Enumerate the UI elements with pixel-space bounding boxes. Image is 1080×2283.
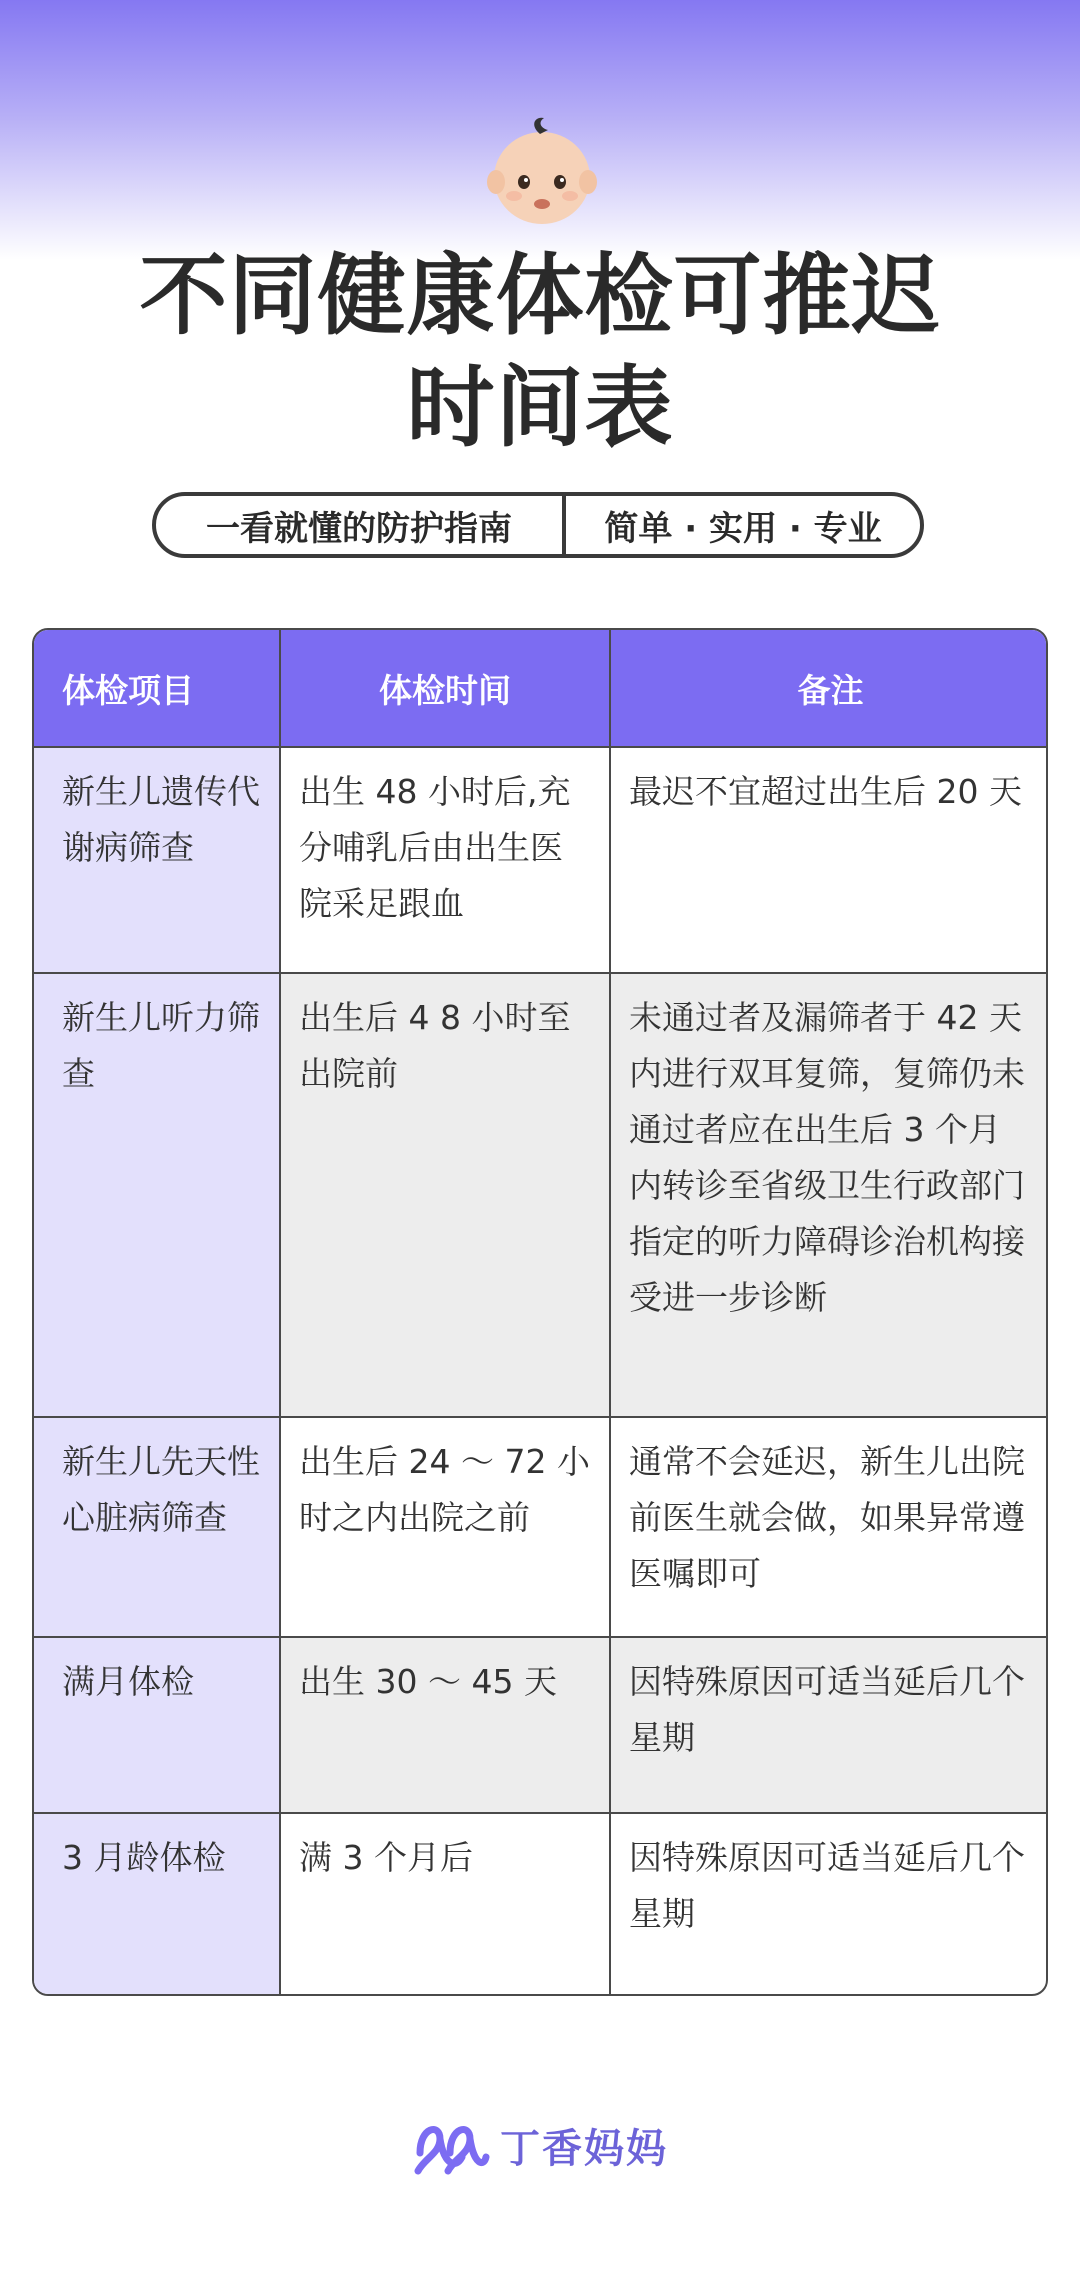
column-header-note: 备注 [610,630,1048,747]
row-time-cell: 出生 48 小时后,充分哺乳后由出生医院采足跟血 [280,747,610,973]
row-item-cell: 满月体检 [34,1637,280,1813]
row-note-cell: 最迟不宜超过出生后 20 天 [610,747,1048,973]
row-note-cell: 因特殊原因可适当延后几个星期 [610,1637,1048,1813]
table-row [34,973,1048,1417]
table-row [34,1637,1048,1813]
row-item-cell: 新生儿听力筛查 [34,973,280,1417]
table-row [34,1417,1048,1637]
page-title-line1: 不同健康体检可推迟 [139,244,941,347]
baby-face-icon [478,108,606,236]
brand-logo [410,2110,668,2180]
table-row [34,747,1048,973]
subtitle-right: 简单 · 实用 · 专业 [604,508,882,549]
column-header-item: 体检项目 [34,630,280,747]
subtitle-pill [152,492,924,558]
table-header-row [34,630,1048,747]
brand-name: 丁香妈妈 [500,2125,668,2172]
row-item-cell: 新生儿遗传代谢病筛查 [34,747,280,973]
row-time-cell: 满 3 个月后 [280,1813,610,1995]
checkup-table [32,628,1048,1996]
table-row [34,1813,1048,1995]
row-item-cell: 新生儿先天性心脏病筛查 [34,1417,280,1637]
row-time-cell: 出生后 4 8 小时至出院前 [280,973,610,1417]
row-item-cell: 3 月龄体检 [34,1813,280,1995]
column-header-time: 体检时间 [280,630,610,747]
row-time-cell: 出生 30 ～ 45 天 [280,1637,610,1813]
page-title-line2: 时间表 [406,356,674,459]
row-note-cell: 通常不会延迟，新生儿出院前医生就会做，如果异常遵医嘱即可 [610,1417,1048,1637]
subtitle-left: 一看就懂的防护指南 [206,508,512,549]
row-note-cell: 因特殊原因可适当延后几个星期 [629,1838,1025,1933]
row-note-cell: 未通过者及漏筛者于 42 天内进行双耳复筛，复筛仍未通过者应在出生后 3 个月内转诊至省级卫生行政部门指定的听力障碍诊治机构接受进一步诊断 [610,973,1048,1417]
row-time-cell: 出生后 24 ～ 72 小时之内出院之前 [280,1417,610,1637]
dingxiang-logo-icon [410,2113,490,2177]
